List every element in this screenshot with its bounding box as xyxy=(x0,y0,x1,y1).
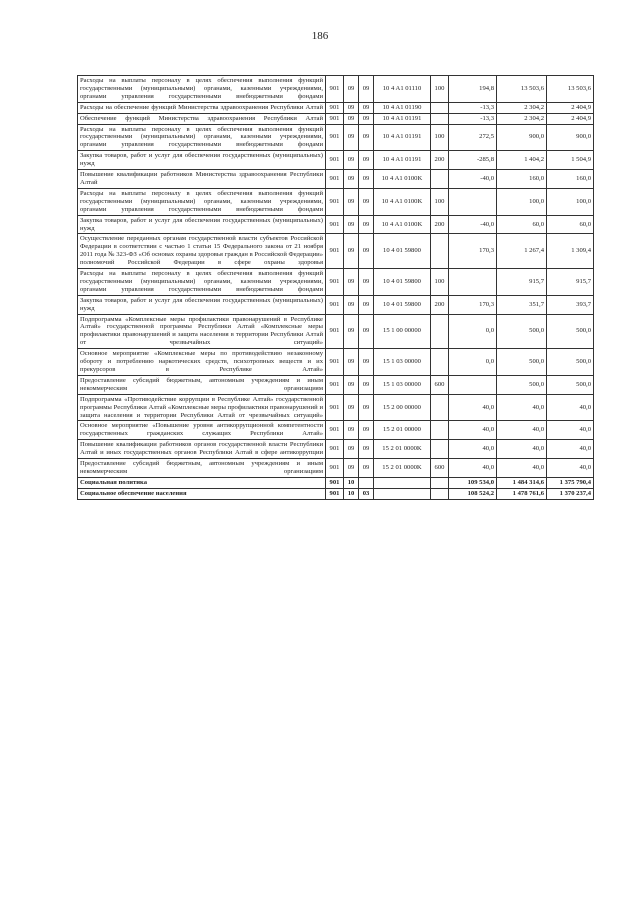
row-csr-cell: 15 1 03 00000 xyxy=(374,375,431,394)
row-pr-cell: 09 xyxy=(359,314,374,349)
row-amount-3-cell: 40,0 xyxy=(547,459,594,478)
table-row xyxy=(78,269,594,296)
row-amount-2-cell: 40,0 xyxy=(497,459,547,478)
row-rz-cell: 09 xyxy=(344,269,359,296)
row-amount-2-cell: 60,0 xyxy=(497,215,547,234)
row-change-cell: 108 524,2 xyxy=(449,488,497,499)
row-csr-cell: 10 4 01 59800 xyxy=(374,295,431,314)
row-change-cell: 40,0 xyxy=(449,440,497,459)
row-vr-cell xyxy=(431,477,449,488)
row-rz-cell: 09 xyxy=(344,188,359,215)
row-amount-3-cell: 1 309,4 xyxy=(547,234,594,269)
row-csr-cell: 10 4 01 59800 xyxy=(374,269,431,296)
row-gr-cell: 901 xyxy=(326,421,344,440)
row-name-cell: Предоставление субсидий бюджетным, автономным учреждениям и иным некоммерческим организациям xyxy=(78,375,326,394)
row-rz-cell: 09 xyxy=(344,170,359,189)
row-change-cell: 170,3 xyxy=(449,234,497,269)
row-pr-cell xyxy=(359,477,374,488)
row-csr-cell: 15 2 01 00000 xyxy=(374,421,431,440)
table-row xyxy=(78,394,594,421)
row-csr-cell: 10 4 A1 01191 xyxy=(374,124,431,151)
row-vr-cell xyxy=(431,440,449,459)
row-amount-3-cell: 2 404,9 xyxy=(547,102,594,113)
row-pr-cell: 09 xyxy=(359,394,374,421)
table-row xyxy=(78,349,594,376)
row-csr-cell: 10 4 A1 01191 xyxy=(374,151,431,170)
row-amount-2-cell: 915,7 xyxy=(497,269,547,296)
row-pr-cell: 09 xyxy=(359,269,374,296)
table-row xyxy=(78,421,594,440)
row-gr-cell: 901 xyxy=(326,477,344,488)
row-gr-cell: 901 xyxy=(326,459,344,478)
row-amount-3-cell: 500,0 xyxy=(547,314,594,349)
row-pr-cell: 09 xyxy=(359,113,374,124)
row-rz-cell: 09 xyxy=(344,421,359,440)
row-csr-cell: 10 4 A1 01191 xyxy=(374,113,431,124)
row-amount-3-cell: 500,0 xyxy=(547,375,594,394)
table-row xyxy=(78,477,594,488)
row-gr-cell: 901 xyxy=(326,188,344,215)
budget-table-body xyxy=(78,76,594,500)
row-name-cell: Расходы на выплаты персоналу в целях обеспечения выполнения функций государственными (муниципальными) органами, казенными учреждениями, органами управления государственными внебюджетными фондами xyxy=(78,188,326,215)
row-amount-2-cell: 2 304,2 xyxy=(497,113,547,124)
row-gr-cell: 901 xyxy=(326,394,344,421)
row-name-cell: Обеспечение функций Министерства здравоохранения Республики Алтай xyxy=(78,113,326,124)
row-gr-cell: 901 xyxy=(326,375,344,394)
row-pr-cell: 09 xyxy=(359,375,374,394)
row-gr-cell: 901 xyxy=(326,349,344,376)
row-pr-cell: 09 xyxy=(359,295,374,314)
table-row xyxy=(78,76,594,103)
row-name-cell: Основное мероприятие «Повышение уровня антикоррупционной компетентности государственных гражданских служащих Республики Алтай» xyxy=(78,421,326,440)
row-amount-3-cell: 2 404,9 xyxy=(547,113,594,124)
row-vr-cell xyxy=(431,488,449,499)
row-gr-cell: 901 xyxy=(326,151,344,170)
row-change-cell xyxy=(449,375,497,394)
row-csr-cell: 10 4 A1 01110 xyxy=(374,76,431,103)
row-csr-cell xyxy=(374,488,431,499)
row-name-cell: Основное мероприятие «Комплексные меры по противодействию незаконному обороту и потреблению наркотических средств, психотропных веществ и их прекурсоров в Республике Алтай» xyxy=(78,349,326,376)
row-amount-3-cell: 1 504,9 xyxy=(547,151,594,170)
row-change-cell: 40,0 xyxy=(449,459,497,478)
row-gr-cell: 901 xyxy=(326,113,344,124)
row-amount-2-cell: 1 404,2 xyxy=(497,151,547,170)
row-vr-cell xyxy=(431,394,449,421)
row-name-cell: Повышение квалификации работников Министерства здравоохранения Республики Алтай xyxy=(78,170,326,189)
row-name-cell: Расходы на выплаты персоналу в целях обеспечения выполнения функций государственными (муниципальными) органами, казенными учреждениями, органами управления государственными внебюджетными фондами xyxy=(78,269,326,296)
table-row xyxy=(78,188,594,215)
row-gr-cell: 901 xyxy=(326,102,344,113)
row-rz-cell: 09 xyxy=(344,440,359,459)
row-amount-3-cell: 40,0 xyxy=(547,421,594,440)
row-rz-cell: 09 xyxy=(344,102,359,113)
row-rz-cell: 09 xyxy=(344,349,359,376)
row-gr-cell: 901 xyxy=(326,215,344,234)
table-row xyxy=(78,151,594,170)
page-number: 186 xyxy=(311,30,329,42)
row-csr-cell: 15 1 00 00000 xyxy=(374,314,431,349)
row-amount-3-cell: 40,0 xyxy=(547,394,594,421)
row-amount-2-cell: 900,0 xyxy=(497,124,547,151)
row-rz-cell: 09 xyxy=(344,314,359,349)
row-amount-2-cell: 1 478 761,6 xyxy=(497,488,547,499)
row-rz-cell: 09 xyxy=(344,124,359,151)
table-row xyxy=(78,170,594,189)
row-pr-cell: 09 xyxy=(359,76,374,103)
row-amount-3-cell: 915,7 xyxy=(547,269,594,296)
row-csr-cell: 10 4 01 59800 xyxy=(374,234,431,269)
row-vr-cell: 100 xyxy=(431,124,449,151)
row-amount-2-cell: 160,0 xyxy=(497,170,547,189)
row-rz-cell: 09 xyxy=(344,234,359,269)
row-pr-cell: 09 xyxy=(359,188,374,215)
table-row xyxy=(78,440,594,459)
row-amount-2-cell: 500,0 xyxy=(497,375,547,394)
row-change-cell: 0,0 xyxy=(449,314,497,349)
row-change-cell: -13,3 xyxy=(449,102,497,113)
row-change-cell: -40,0 xyxy=(449,170,497,189)
row-pr-cell: 09 xyxy=(359,124,374,151)
row-change-cell: 109 534,0 xyxy=(449,477,497,488)
row-csr-cell: 15 2 01 0000K xyxy=(374,440,431,459)
row-pr-cell: 09 xyxy=(359,440,374,459)
row-change-cell: 40,0 xyxy=(449,421,497,440)
table-row xyxy=(78,215,594,234)
row-amount-3-cell: 100,0 xyxy=(547,188,594,215)
row-gr-cell: 901 xyxy=(326,170,344,189)
row-vr-cell xyxy=(431,234,449,269)
row-gr-cell: 901 xyxy=(326,295,344,314)
row-csr-cell: 15 1 03 00000 xyxy=(374,349,431,376)
row-rz-cell: 09 xyxy=(344,394,359,421)
row-amount-3-cell: 900,0 xyxy=(547,124,594,151)
row-csr-cell: 15 2 01 0000K xyxy=(374,459,431,478)
row-gr-cell: 901 xyxy=(326,440,344,459)
row-amount-3-cell: 40,0 xyxy=(547,440,594,459)
row-rz-cell: 09 xyxy=(344,375,359,394)
row-gr-cell: 901 xyxy=(326,76,344,103)
row-amount-3-cell: 1 370 237,4 xyxy=(547,488,594,499)
row-name-cell: Закупка товаров, работ и услуг для обеспечения государственных (муниципальных) нужд xyxy=(78,151,326,170)
table-row xyxy=(78,124,594,151)
row-vr-cell: 600 xyxy=(431,375,449,394)
row-csr-cell xyxy=(374,477,431,488)
row-amount-3-cell: 1 375 790,4 xyxy=(547,477,594,488)
row-name-cell: Предоставление субсидий бюджетным, автономным учреждениям и иным некоммерческим организациям xyxy=(78,459,326,478)
row-amount-2-cell: 100,0 xyxy=(497,188,547,215)
row-vr-cell xyxy=(431,170,449,189)
row-amount-2-cell: 40,0 xyxy=(497,394,547,421)
row-amount-2-cell: 1 484 314,6 xyxy=(497,477,547,488)
row-change-cell xyxy=(449,269,497,296)
row-rz-cell: 09 xyxy=(344,151,359,170)
row-amount-2-cell: 500,0 xyxy=(497,314,547,349)
row-amount-3-cell: 13 503,6 xyxy=(547,76,594,103)
row-name-cell: Расходы на обеспечение функций Министерства здравоохранения Республики Алтай xyxy=(78,102,326,113)
row-vr-cell: 200 xyxy=(431,215,449,234)
row-gr-cell: 901 xyxy=(326,488,344,499)
row-name-cell: Закупка товаров, работ и услуг для обеспечения государственных (муниципальных) нужд xyxy=(78,295,326,314)
row-amount-2-cell: 40,0 xyxy=(497,440,547,459)
row-name-cell: Осуществление переданных органам государственной власти субъектов Российской Федерации в соответствии с частью 1 статьи 15 Федерального закона от 21 ноября 2011 года № 323-ФЗ «Об основах охраны здоровья граждан в Российской Федерации» полномочий Российской Федерации в сфере охраны здоровья xyxy=(78,234,326,269)
row-amount-2-cell: 1 267,4 xyxy=(497,234,547,269)
table-row xyxy=(78,295,594,314)
row-vr-cell: 100 xyxy=(431,76,449,103)
row-pr-cell: 09 xyxy=(359,459,374,478)
table-row xyxy=(78,375,594,394)
row-change-cell: 0,0 xyxy=(449,349,497,376)
row-vr-cell xyxy=(431,349,449,376)
row-name-cell: Социальное обеспечение населения xyxy=(78,488,326,499)
row-vr-cell xyxy=(431,113,449,124)
row-vr-cell: 100 xyxy=(431,188,449,215)
row-pr-cell: 03 xyxy=(359,488,374,499)
row-name-cell: Социальная политика xyxy=(78,477,326,488)
budget-table xyxy=(77,75,594,500)
row-pr-cell: 09 xyxy=(359,421,374,440)
row-rz-cell: 09 xyxy=(344,295,359,314)
row-name-cell: Подпрограмма «Комплексные меры профилактики правонарушений в Республике Алтай» государственной программы Республики Алтай «Комплексные меры профилактики правонарушений и защита населения в территории Республики Алтай от чрезвычайных ситуаций» xyxy=(78,314,326,349)
row-name-cell: Подпрограмма «Противодействие коррупции в Республике Алтай» государственной программы Республики Алтай «Комплексные меры профилактики правонарушений и защита населения и территории Республики Алтай от чрезвычайных ситуаций» xyxy=(78,394,326,421)
row-name-cell: Повышение квалификации работников органов государственной власти Республики Алтай и иных государственных органов Республики Алтай в сфере антикоррупции xyxy=(78,440,326,459)
row-csr-cell: 10 4 A1 0100K xyxy=(374,215,431,234)
row-amount-2-cell: 500,0 xyxy=(497,349,547,376)
row-amount-3-cell: 393,7 xyxy=(547,295,594,314)
row-amount-2-cell: 351,7 xyxy=(497,295,547,314)
row-name-cell: Расходы на выплаты персоналу в целях обеспечения выполнения функций государственными (муниципальными) органами, казенными учреждениями, органами управления государственными внебюджетными фондами xyxy=(78,124,326,151)
row-change-cell: -40,0 xyxy=(449,215,497,234)
row-change-cell: 194,8 xyxy=(449,76,497,103)
row-pr-cell: 09 xyxy=(359,170,374,189)
row-amount-2-cell: 13 503,6 xyxy=(497,76,547,103)
row-pr-cell: 09 xyxy=(359,234,374,269)
row-rz-cell: 09 xyxy=(344,459,359,478)
row-rz-cell: 09 xyxy=(344,215,359,234)
row-csr-cell: 10 4 A1 0100K xyxy=(374,170,431,189)
row-vr-cell xyxy=(431,314,449,349)
row-vr-cell: 200 xyxy=(431,295,449,314)
row-csr-cell: 15 2 00 00000 xyxy=(374,394,431,421)
row-change-cell xyxy=(449,188,497,215)
row-vr-cell: 200 xyxy=(431,151,449,170)
row-vr-cell xyxy=(431,421,449,440)
row-change-cell: -13,3 xyxy=(449,113,497,124)
row-vr-cell: 100 xyxy=(431,269,449,296)
row-amount-2-cell: 2 304,2 xyxy=(497,102,547,113)
row-pr-cell: 09 xyxy=(359,102,374,113)
row-pr-cell: 09 xyxy=(359,151,374,170)
row-amount-3-cell: 500,0 xyxy=(547,349,594,376)
row-change-cell: -285,8 xyxy=(449,151,497,170)
table-row xyxy=(78,102,594,113)
table-row xyxy=(78,459,594,478)
row-change-cell: 170,3 xyxy=(449,295,497,314)
row-gr-cell: 901 xyxy=(326,314,344,349)
row-name-cell: Расходы на выплаты персоналу в целях обеспечения выполнения функций государственными (муниципальными) органами, казенными учреждениями, органами управления государственными внебюджетными фондами xyxy=(78,76,326,103)
row-gr-cell: 901 xyxy=(326,269,344,296)
row-vr-cell: 600 xyxy=(431,459,449,478)
row-rz-cell: 09 xyxy=(344,113,359,124)
row-pr-cell: 09 xyxy=(359,349,374,376)
row-name-cell: Закупка товаров, работ и услуг для обеспечения государственных (муниципальных) нужд xyxy=(78,215,326,234)
row-csr-cell: 10 4 A1 0100K xyxy=(374,188,431,215)
table-row xyxy=(78,488,594,499)
row-change-cell: 40,0 xyxy=(449,394,497,421)
row-rz-cell: 09 xyxy=(344,76,359,103)
row-csr-cell: 10 4 A1 01190 xyxy=(374,102,431,113)
row-pr-cell: 09 xyxy=(359,215,374,234)
row-rz-cell: 10 xyxy=(344,488,359,499)
row-rz-cell: 10 xyxy=(344,477,359,488)
table-row xyxy=(78,113,594,124)
row-amount-3-cell: 160,0 xyxy=(547,170,594,189)
row-vr-cell xyxy=(431,102,449,113)
row-amount-2-cell: 40,0 xyxy=(497,421,547,440)
row-gr-cell: 901 xyxy=(326,234,344,269)
table-row xyxy=(78,314,594,349)
row-change-cell: 272,5 xyxy=(449,124,497,151)
row-amount-3-cell: 60,0 xyxy=(547,215,594,234)
table-row xyxy=(78,234,594,269)
row-gr-cell: 901 xyxy=(326,124,344,151)
